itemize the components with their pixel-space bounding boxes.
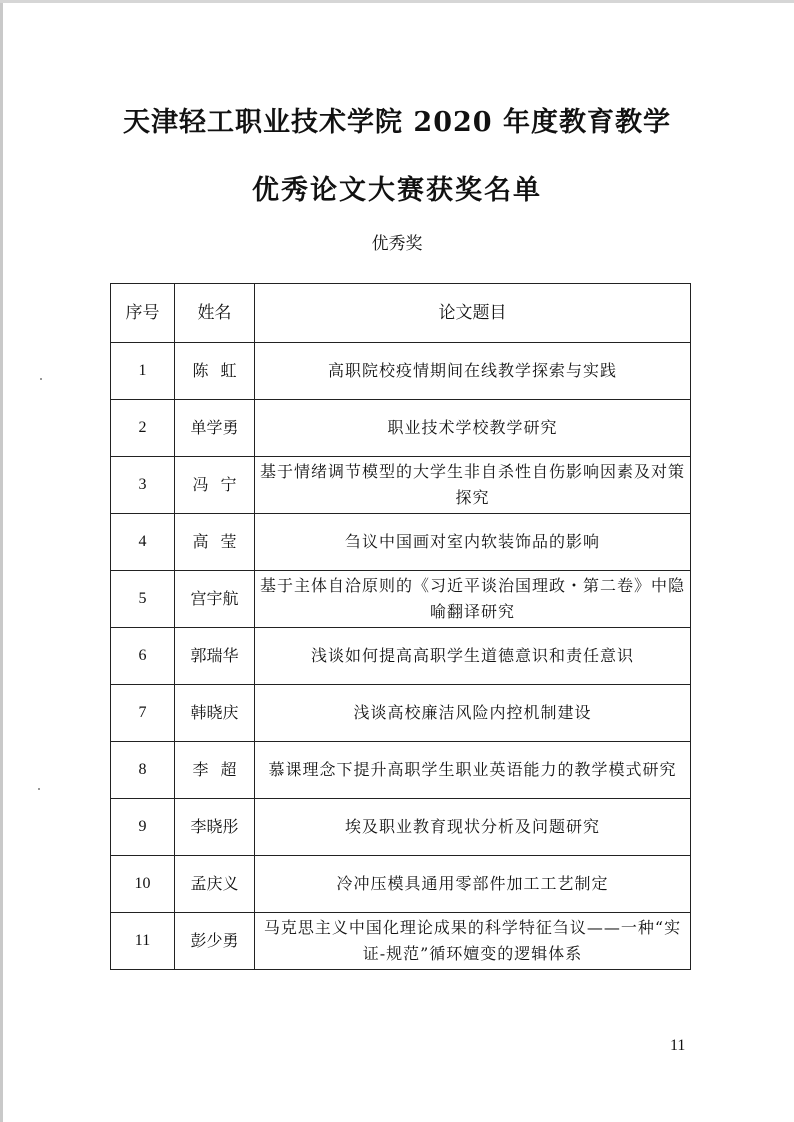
scan-speck — [38, 788, 40, 790]
row-paper-title: 职业技术学校教学研究 — [255, 400, 691, 457]
row-author-name: 宫宇航 — [175, 571, 255, 628]
row-author-name: 高莹 — [175, 514, 255, 571]
row-paper-title: 基于情绪调节模型的大学生非自杀性自伤影响因素及对策探究 — [255, 457, 691, 514]
table-row — [111, 400, 691, 457]
row-author-name: 李超 — [175, 742, 255, 799]
header-name: 姓名 — [175, 284, 255, 343]
row-number: 11 — [111, 913, 175, 970]
row-paper-title: 埃及职业教育现状分析及问题研究 — [255, 799, 691, 856]
row-author-name: 韩晓庆 — [175, 685, 255, 742]
row-paper-title: 刍议中国画对室内软装饰品的影响 — [255, 514, 691, 571]
table-row — [111, 685, 691, 742]
row-number: 10 — [111, 856, 175, 913]
award-category-heading: 优秀奖 — [371, 234, 423, 254]
row-paper-title: 浅谈如何提高高职学生道德意识和责任意识 — [255, 628, 691, 685]
row-author-name: 李晓彤 — [175, 799, 255, 856]
document-title-line2: 优秀论文大赛获奖名单 — [252, 175, 542, 206]
row-paper-title: 冷冲压模具通用零部件加工工艺制定 — [255, 856, 691, 913]
row-number: 8 — [111, 742, 175, 799]
table-row — [111, 742, 691, 799]
table-row — [111, 913, 691, 970]
row-paper-title: 慕课理念下提升高职学生职业英语能力的教学模式研究 — [255, 742, 691, 799]
row-number: 2 — [111, 400, 175, 457]
row-number: 3 — [111, 457, 175, 514]
row-number: 5 — [111, 571, 175, 628]
row-author-name: 孟庆义 — [175, 856, 255, 913]
row-author-name: 彭少勇 — [175, 913, 255, 970]
award-list-table — [110, 283, 691, 970]
row-author-name: 陈虹 — [175, 343, 255, 400]
row-author-name: 单学勇 — [175, 400, 255, 457]
row-number: 9 — [111, 799, 175, 856]
header-title: 论文题目 — [255, 284, 691, 343]
table-row — [111, 628, 691, 685]
header-number: 序号 — [111, 284, 175, 343]
table-row — [111, 856, 691, 913]
scan-speck — [40, 378, 42, 380]
table-row — [111, 799, 691, 856]
row-author-name: 郭瑞华 — [175, 628, 255, 685]
table-row — [111, 343, 691, 400]
row-paper-title: 高职院校疫情期间在线教学探索与实践 — [255, 343, 691, 400]
row-number: 1 — [111, 343, 175, 400]
row-number: 7 — [111, 685, 175, 742]
row-paper-title: 浅谈高校廉洁风险内控机制建设 — [255, 685, 691, 742]
row-number: 4 — [111, 514, 175, 571]
table-row — [111, 514, 691, 571]
document-title-line1: 天津轻工职业技术学院 2020 年度教育教学 — [123, 107, 671, 138]
page-number: 11 — [670, 1037, 686, 1054]
row-number: 6 — [111, 628, 175, 685]
row-paper-title: 马克思主义中国化理论成果的科学特征刍议——一种“实证-规范”循环嬗变的逻辑体系 — [255, 913, 691, 970]
table-row — [111, 571, 691, 628]
table-header-row — [111, 284, 691, 343]
row-paper-title: 基于主体自洽原则的《习近平谈治国理政・第二卷》中隐喻翻译研究 — [255, 571, 691, 628]
table-row — [111, 457, 691, 514]
scan-border-top — [0, 0, 794, 3]
row-author-name: 冯宁 — [175, 457, 255, 514]
